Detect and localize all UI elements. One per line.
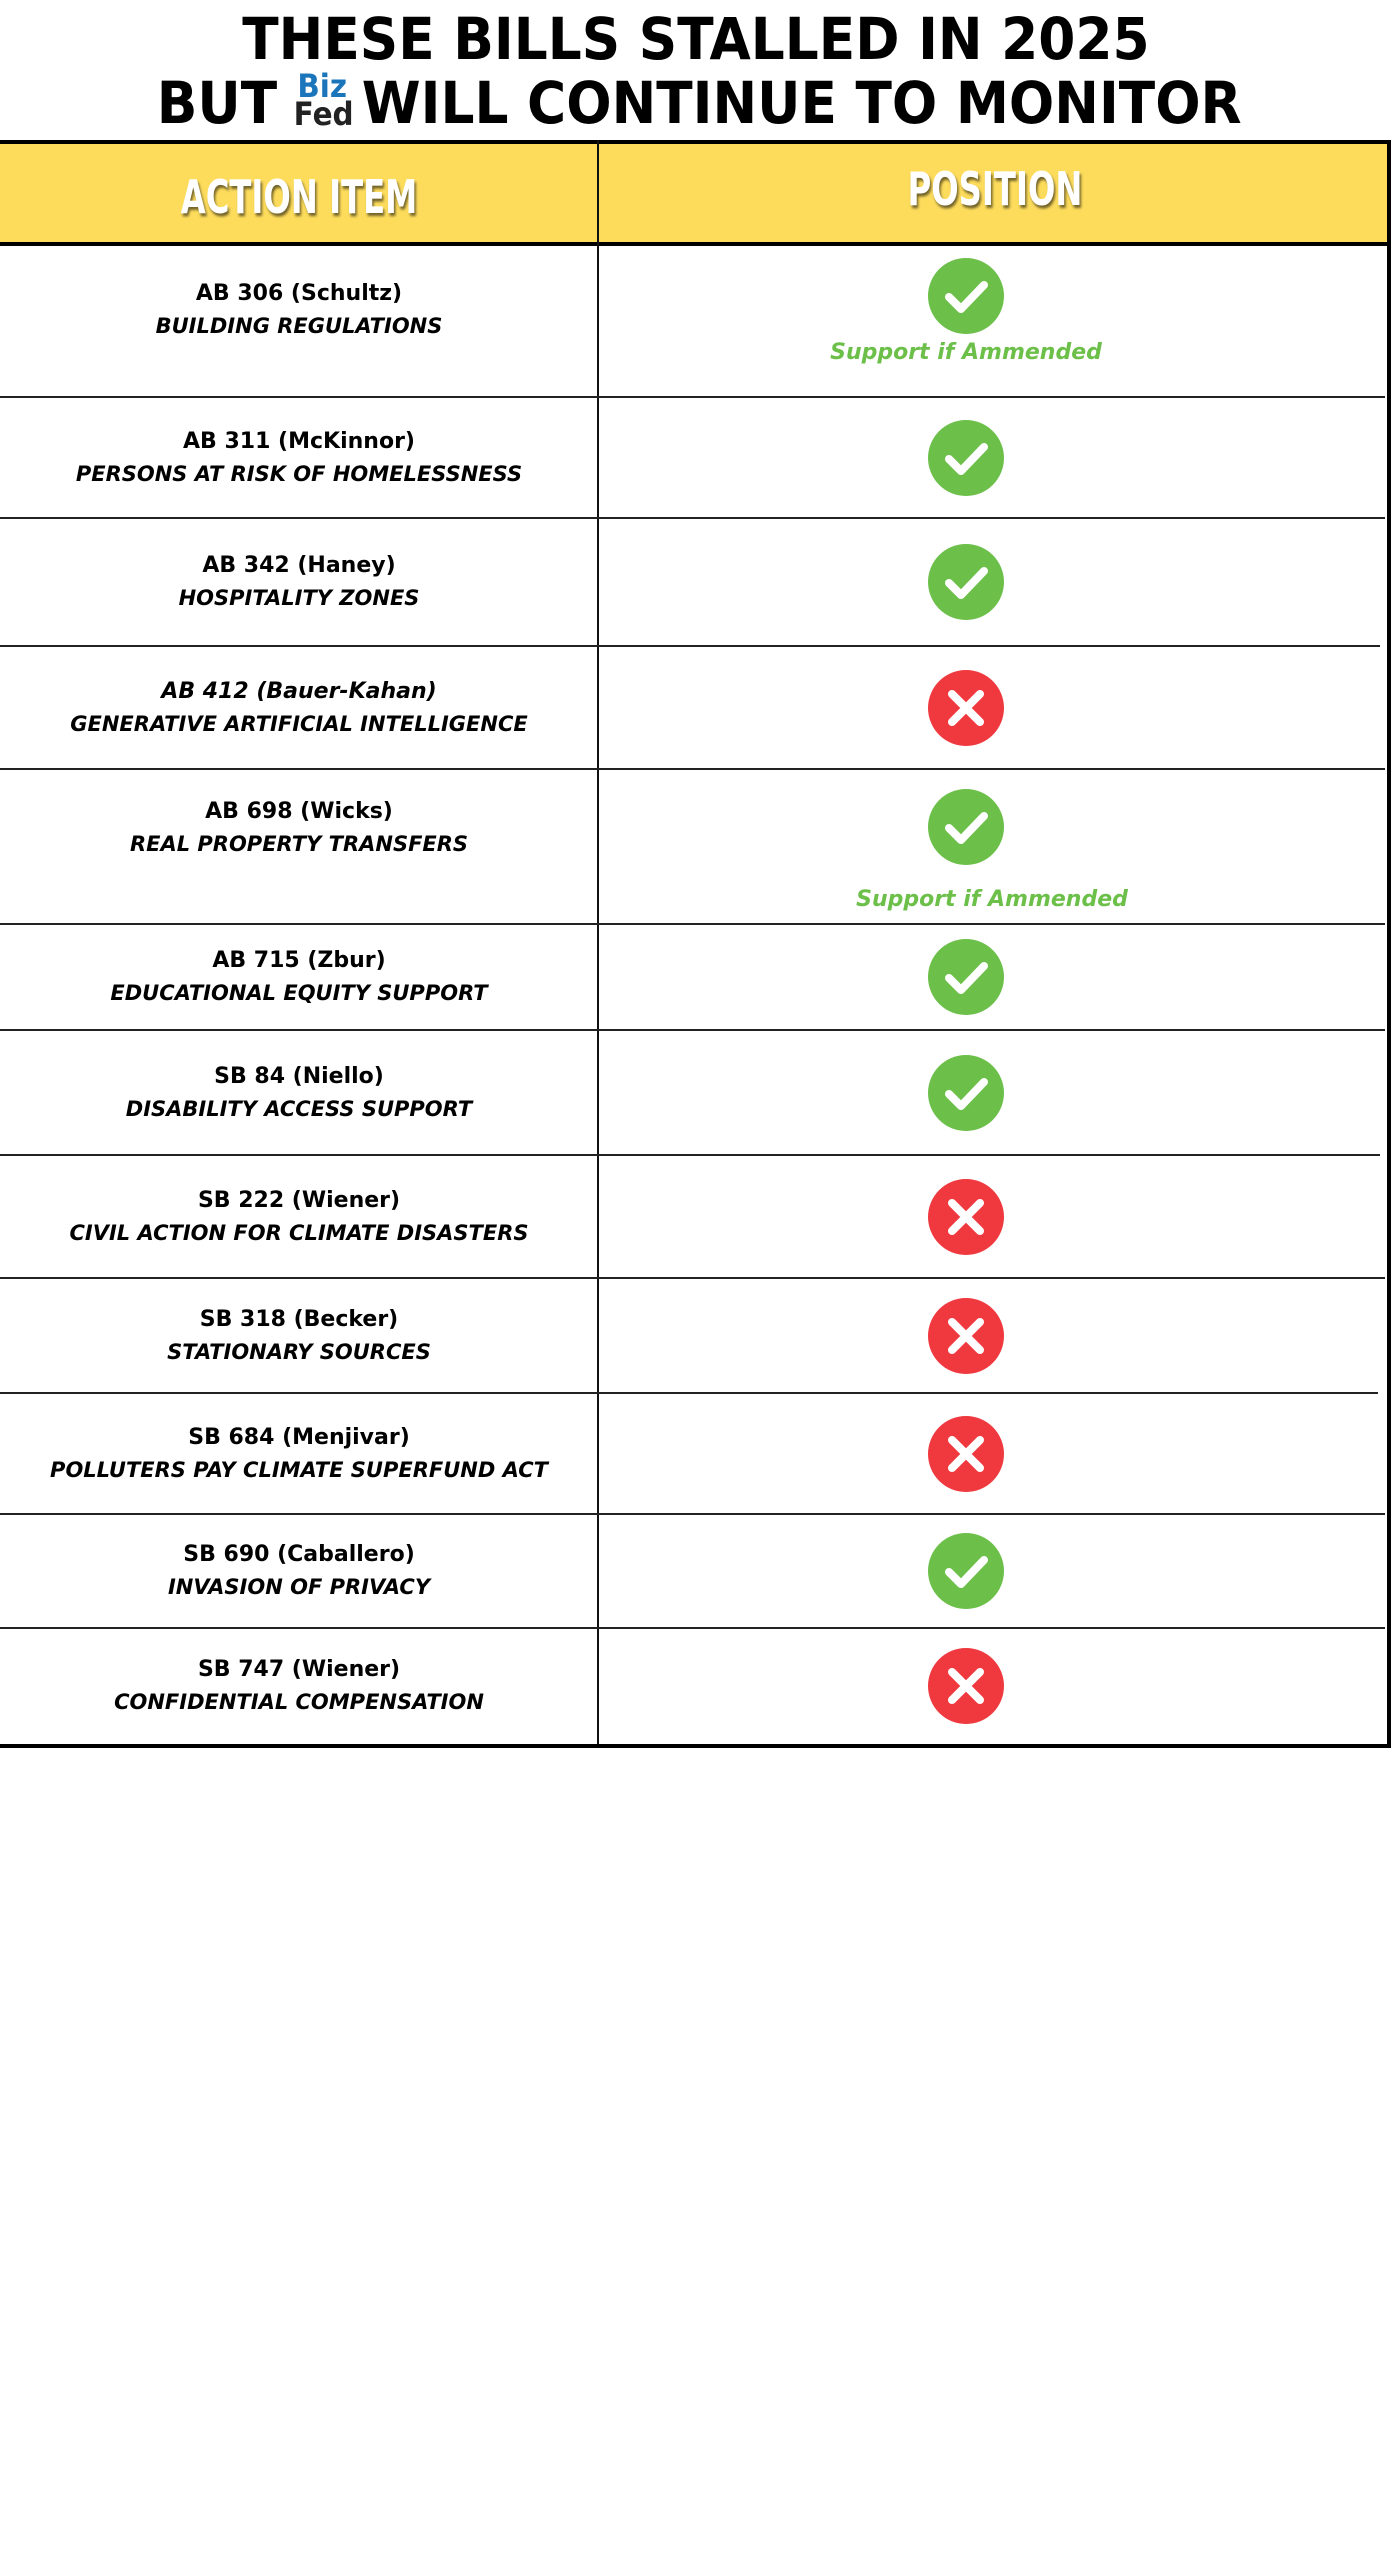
bill-title: INVASION OF PRIVACY xyxy=(167,1575,431,1599)
bill-title: CONFIDENTIAL COMPENSATION xyxy=(114,1690,484,1714)
table-row xyxy=(0,646,1390,769)
check-circle-icon xyxy=(928,939,1004,1015)
bill-number: SB 222 (Wiener) xyxy=(197,1187,401,1213)
bill-number: SB 690 (Caballero) xyxy=(183,1542,415,1567)
table-row xyxy=(0,1030,1390,1155)
bill-cell xyxy=(0,1185,598,1249)
logo-biz-text: Biz xyxy=(297,67,348,105)
bizfed-logo xyxy=(293,67,354,133)
bill-title: BUILDING REGULATIONS xyxy=(155,314,443,338)
bill-title: REAL PROPERTY TRANSFERS xyxy=(129,832,469,856)
bill-number: AB 306 (Schultz) xyxy=(195,281,403,306)
check-circle-icon xyxy=(928,544,1004,620)
table-row xyxy=(0,518,1390,646)
table-bottom-border xyxy=(0,1744,1390,1748)
bill-number: AB 698 (Wicks) xyxy=(205,799,393,824)
table-row xyxy=(0,924,1390,1030)
check-circle-icon xyxy=(928,1533,1004,1609)
table-row xyxy=(0,1155,1390,1278)
bill-title: POLLUTERS PAY CLIMATE SUPERFUND ACT xyxy=(50,1457,548,1482)
title-but: BUT xyxy=(156,69,278,137)
title-line-2 xyxy=(58,67,1340,137)
bill-title: CIVIL ACTION FOR CLIMATE DISASTERS xyxy=(69,1220,529,1245)
header-action-item: ACTION ITEM xyxy=(180,170,418,224)
table-row xyxy=(0,1628,1390,1744)
x-circle-icon xyxy=(928,670,1004,746)
check-circle-icon xyxy=(928,258,1004,334)
bill-cell xyxy=(0,945,598,1009)
x-circle-icon xyxy=(928,1179,1004,1255)
table-row xyxy=(0,397,1390,518)
bill-cell xyxy=(0,1061,598,1125)
bill-number: AB 311 (McKinnor) xyxy=(183,428,415,454)
bill-cell xyxy=(0,796,598,860)
bill-title: GENERATIVE ARTIFICIAL INTELLIGENCE xyxy=(70,711,528,736)
bill-cell xyxy=(0,426,598,490)
logo-fed-text: Fed xyxy=(293,95,354,133)
table-row xyxy=(0,769,1390,924)
bill-cell xyxy=(0,1654,598,1718)
bill-number: AB 412 (Bauer-Kahan) xyxy=(161,678,437,704)
bill-number: SB 84 (Niello) xyxy=(214,1063,384,1089)
bill-cell xyxy=(0,550,598,614)
page-title xyxy=(0,0,1393,140)
table-row xyxy=(0,1278,1390,1393)
bill-cell xyxy=(0,1422,598,1486)
table-row xyxy=(0,246,1390,397)
bill-title: EDUCATIONAL EQUITY SUPPORT xyxy=(110,981,488,1005)
bill-number: SB 318 (Becker) xyxy=(199,1306,399,1332)
title-line-1: THESE BILLS STALLED IN 2025 xyxy=(242,5,1150,73)
table-row xyxy=(0,1393,1390,1514)
bill-title: STATIONARY SOURCES xyxy=(167,1339,431,1364)
table-header xyxy=(0,140,1390,246)
check-circle-icon xyxy=(928,789,1004,865)
bill-number: AB 342 (Haney) xyxy=(202,553,396,578)
bill-title: PERSONS AT RISK OF HOMELESSNESS xyxy=(75,461,523,486)
support-note: Support if Ammended xyxy=(856,887,1128,912)
bill-title: DISABILITY ACCESS SUPPORT xyxy=(125,1096,473,1121)
bill-cell xyxy=(0,676,598,740)
x-circle-icon xyxy=(928,1648,1004,1724)
bill-number: SB 684 (Menjivar) xyxy=(188,1424,410,1450)
table-row xyxy=(0,1514,1390,1628)
title-rest: WILL CONTINUE TO MONITOR xyxy=(361,69,1242,137)
bill-title: HOSPITALITY ZONES xyxy=(178,586,420,610)
check-circle-icon xyxy=(928,1055,1004,1131)
header-position: POSITION xyxy=(907,162,1083,216)
bill-cell xyxy=(0,278,598,342)
bills-table xyxy=(0,140,1390,1748)
bill-number: SB 747 (Wiener) xyxy=(197,1657,401,1682)
support-note: Support if Ammended xyxy=(830,340,1102,365)
bill-number: AB 715 (Zbur) xyxy=(212,948,386,973)
check-circle-icon xyxy=(928,420,1004,496)
x-circle-icon xyxy=(928,1416,1004,1492)
bill-cell xyxy=(0,1304,598,1368)
bill-cell xyxy=(0,1539,598,1603)
x-circle-icon xyxy=(928,1298,1004,1374)
